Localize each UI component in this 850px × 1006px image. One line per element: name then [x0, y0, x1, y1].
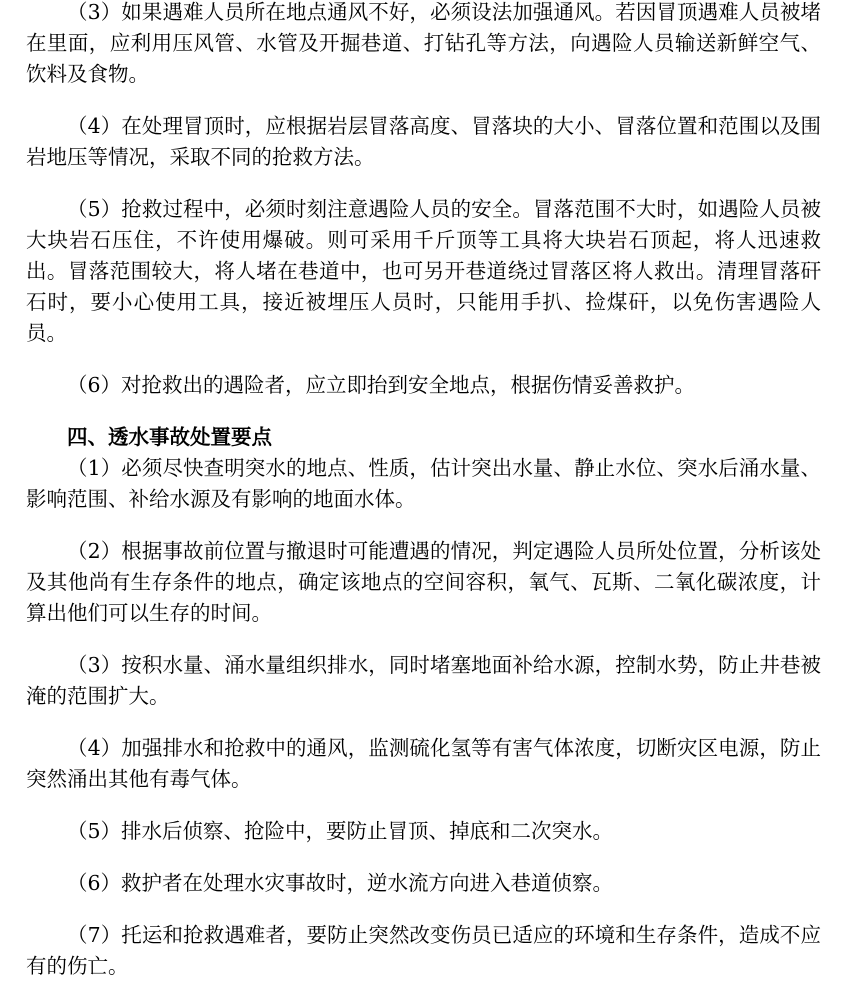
paragraph-3-drainage: （3）按积水量、涌水量组织排水，同时堵塞地面补给水源，控制水势，防止井巷被淹的范围扩大。	[26, 653, 821, 708]
paragraph-5-rescue-safety: （5）抢救过程中，必须时刻注意遇险人员的安全。冒落范围不大时，如遇险人员被大块岩石压住，不许使用爆破。则可采用千斤顶等工具将大块岩石顶起，将人迅速救出。冒落范围较大，将人堵在巷道中，也可另开巷道绕过冒落区将人救出。清理冒落矸石时，要小心使用工具，接近被埋压人员时，只能用手扒、捡煤矸，以免伤害遇险人员。	[26, 197, 821, 345]
paragraph-4-roof-fall-handling: （4）在处理冒顶时，应根据岩层冒落高度、冒落块的大小、冒落位置和范围以及围岩地压等情况，采取不同的抢救方法。	[26, 114, 821, 169]
paragraph-2-survival-assessment: （2）根据事故前位置与撤退时可能遭遇的情况，判定遇险人员所处位置，分析该处及其他尚有生存条件的地点，确定该地点的空间容积，氧气、瓦斯、二氧化碳浓度，计算出他们可以生存的时间。	[26, 539, 821, 625]
paragraph-gap	[26, 899, 821, 920]
paragraph-gap	[26, 795, 821, 816]
paragraph-gap	[26, 173, 821, 194]
paragraph-gap	[26, 847, 821, 868]
paragraph-5-post-drainage: （5）排水后侦察、抢险中，要防止冒顶、掉底和二次突水。	[67, 819, 614, 843]
paragraph-gap	[26, 401, 821, 422]
paragraph-4-ventilation-monitoring: （4）加强排水和抢救中的通风，监测硫化氢等有害气体浓度，切断灾区电源，防止突然涌出其他有毒气体。	[26, 736, 821, 791]
paragraph-3-ventilation: （3）如果遇难人员所在地点通风不好，必须设法加强通风。若因冒顶遇难人员被堵在里面，应利用压风管、水管及开掘巷道、打钻孔等方法，向遇险人员输送新鲜空气、饮料及食物。	[26, 0, 821, 86]
paragraph-gap	[26, 629, 821, 650]
document-page	[26, 0, 821, 982]
paragraph-gap	[26, 515, 821, 536]
paragraph-6-evacuation: （6）对抢救出的遇险者，应立即抬到安全地点，根据伤情妥善救护。	[67, 373, 696, 397]
paragraph-gap	[26, 349, 821, 370]
paragraph-gap	[26, 712, 821, 733]
paragraph-gap	[26, 90, 821, 111]
paragraph-6-reconnaissance: （6）救护者在处理水灾事故时，逆水流方向进入巷道侦察。	[67, 871, 614, 895]
paragraph-7-casualty-transport: （7）托运和抢救遇难者，要防止突然改变伤员已适应的环境和生存条件，造成不应有的伤亡。	[26, 923, 821, 978]
paragraph-1-identify-inrush: （1）必须尽快查明突水的地点、性质，估计突出水量、静止水位、突水后涌水量、影响范围、补给水源及有影响的地面水体。	[26, 456, 821, 511]
section-heading-water-inrush: 四、透水事故处置要点	[67, 425, 272, 449]
